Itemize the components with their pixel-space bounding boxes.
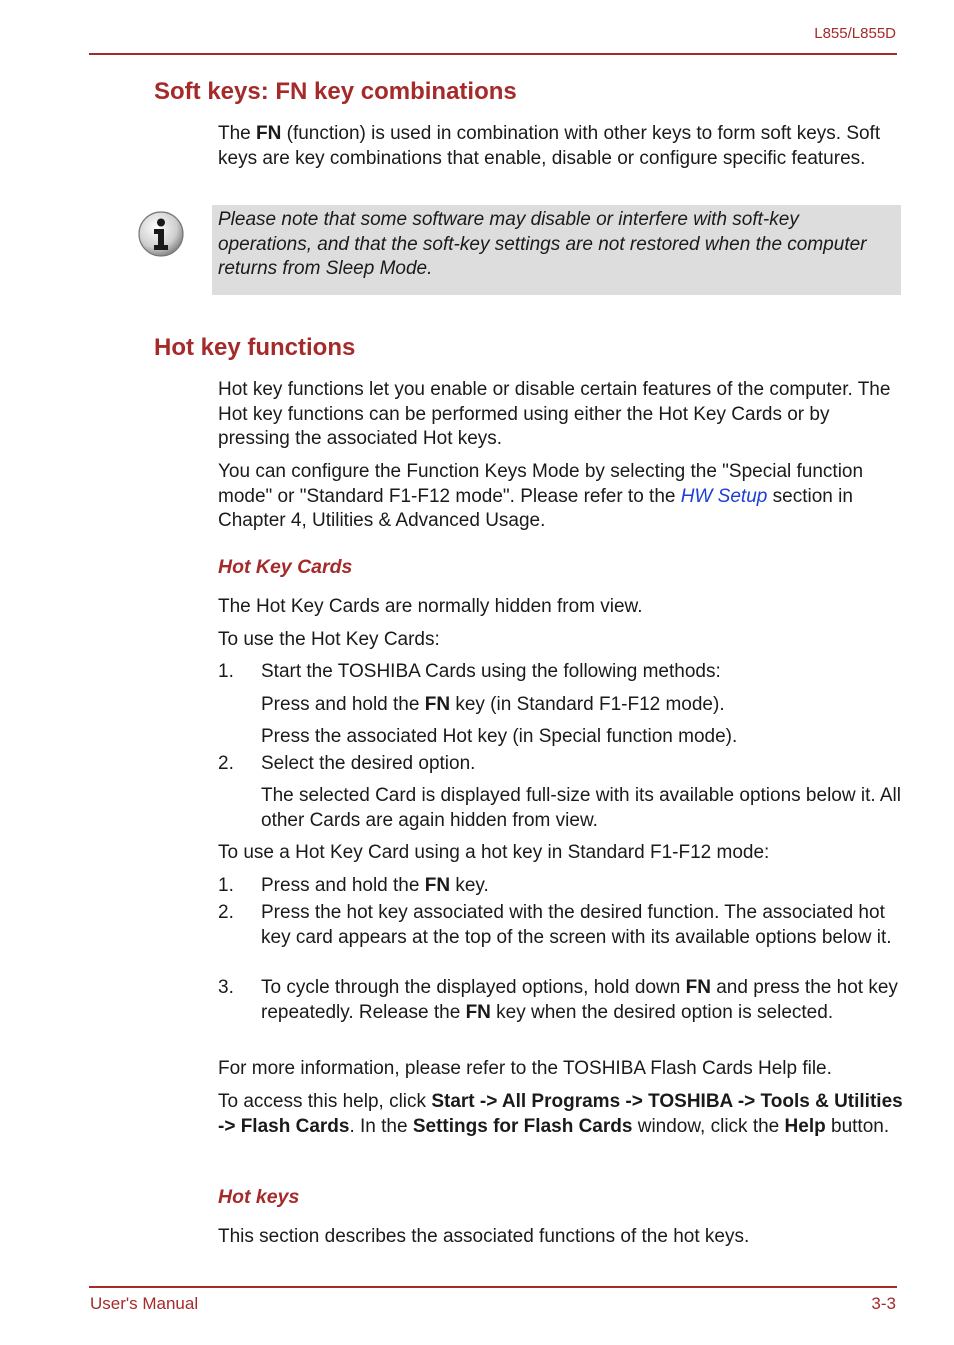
- hot-key-cards-para-2: To use the Hot Key Cards:: [218, 629, 440, 650]
- page-number: 3-3: [871, 1294, 896, 1313]
- header-rule: [89, 53, 897, 55]
- list-sub-item: Press the associated Hot key (in Special function mode).: [261, 726, 738, 747]
- list-item: Press and hold the FN key.: [261, 875, 489, 896]
- hot-keys-para-1: This section describes the associated functions of the hot keys.: [218, 1226, 750, 1247]
- list-number: 1.: [218, 661, 234, 682]
- list-sub-item: The selected Card is displayed full-size with its available options below it. All other Cards are again hidden from view.: [261, 785, 901, 831]
- list-number: 1.: [218, 875, 234, 896]
- list-item: Select the desired option.: [261, 753, 476, 774]
- hot-key-cards-para-3: To use a Hot Key Card using a hot key in Standard F1-F12 mode:: [218, 842, 770, 863]
- list-number: 2.: [218, 753, 234, 774]
- hot-key-functions-para-1: Hot key functions let you enable or disable certain features of the computer. The Hot key functions can be performed using either the Hot Key Cards or by pressing the associated Hot keys.: [218, 379, 891, 449]
- soft-keys-intro: The FN (function) is used in combination with other keys to form soft keys. Soft keys are key combinations that enable, disable or configure specific features.: [218, 123, 881, 169]
- hot-key-functions-para-2: You can configure the Function Keys Mode by selecting the "Special function mode" or "Standard F1-F12 mode". Please refer to the HW Setup section in Chapter 4, Utilities & Advanced Usage.: [218, 461, 864, 531]
- list-sub-item: Press and hold the FN key (in Standard F1-F12 mode).: [261, 694, 725, 715]
- section-title-soft-keys: Soft keys: FN key combinations: [154, 78, 517, 105]
- footer-rule: [89, 1286, 897, 1288]
- hot-key-cards-para-5: To access this help, click Start -> All Programs -> TOSHIBA -> Tools & Utilities -> Flash Cards. In the Settings for Flash Cards window, click the Help button.: [218, 1091, 903, 1137]
- footer-manual-label: User's Manual: [90, 1294, 199, 1313]
- hot-key-cards-para-1: The Hot Key Cards are normally hidden from view.: [218, 596, 643, 617]
- list-item: Start the TOSHIBA Cards using the following methods:: [261, 661, 721, 682]
- note-text: Please note that some software may disable or interfere with soft-key operations, and that the soft-key settings are not restored when the computer returns from Sleep Mode.: [218, 209, 867, 279]
- list-number: 3.: [218, 977, 234, 998]
- section-title-hot-key-functions: Hot key functions: [154, 334, 356, 361]
- hot-key-cards-para-4: For more information, please refer to the TOSHIBA Flash Cards Help file.: [218, 1058, 832, 1079]
- document-model-label: L855/L855D: [814, 25, 896, 42]
- subsection-title-hot-keys: Hot keys: [218, 1186, 300, 1208]
- list-item: Press the hot key associated with the desired function. The associated hot key card appears at the top of the screen with its available options below it.: [261, 902, 892, 948]
- list-number: 2.: [218, 902, 234, 923]
- hw-setup-link[interactable]: HW Setup: [680, 485, 768, 507]
- subsection-title-hot-key-cards: Hot Key Cards: [218, 556, 353, 578]
- list-item: To cycle through the displayed options, hold down FN and press the hot key repeatedly. Release the FN key when the desired option is selected.: [261, 977, 898, 1023]
- info-icon: [137, 210, 185, 258]
